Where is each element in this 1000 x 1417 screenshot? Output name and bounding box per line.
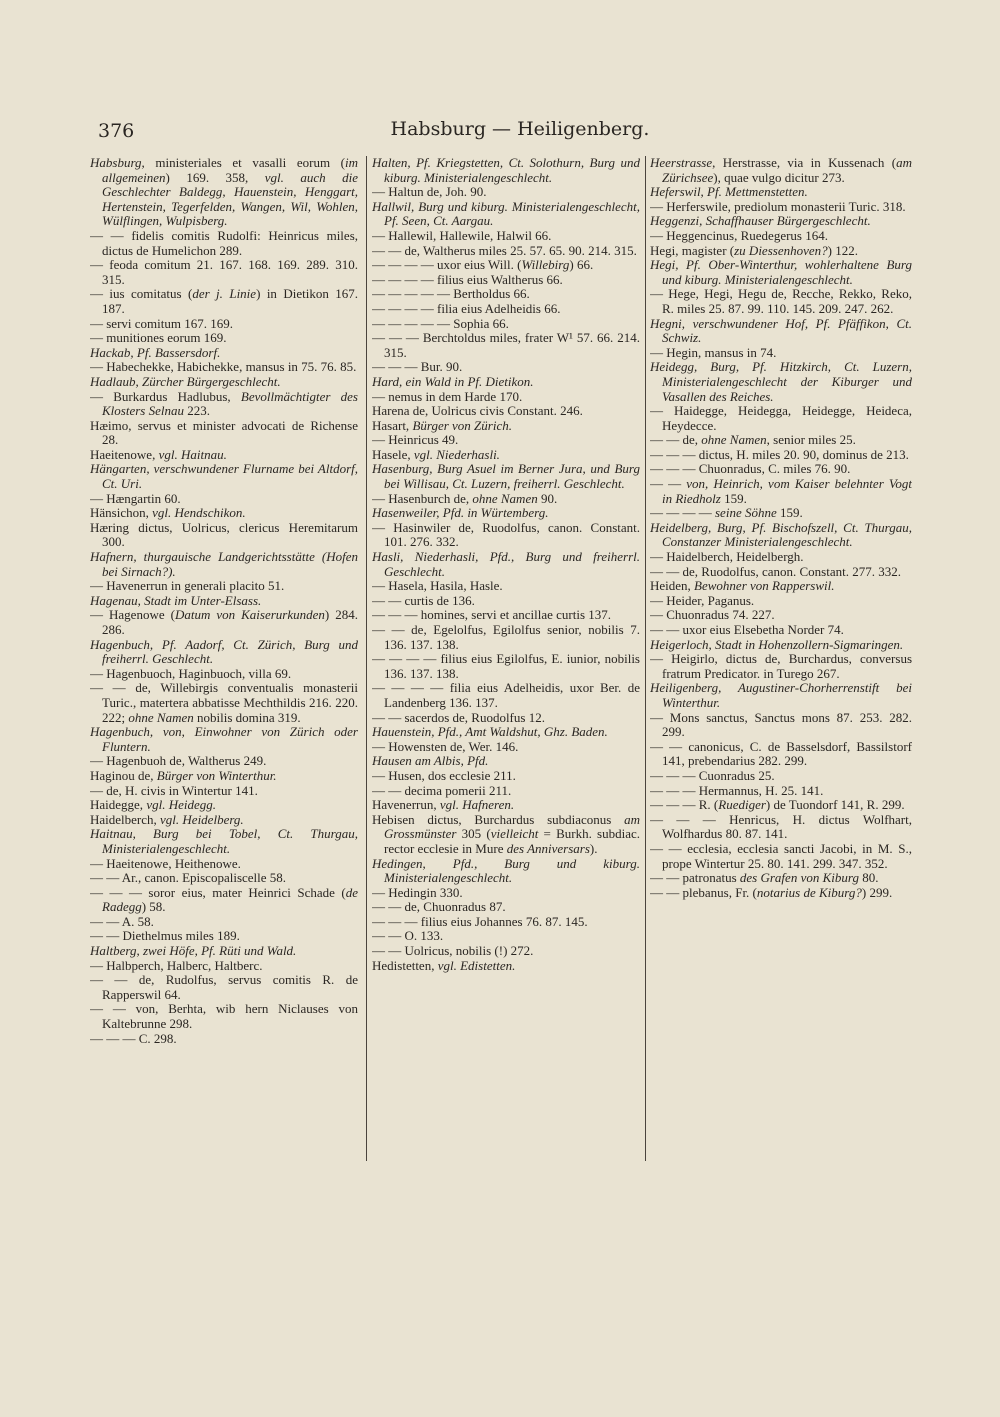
entry-text: — — — — filius eius Waltherus 66.: [372, 271, 563, 287]
entry-text: — — sacerdos de, Ruodolfus 12.: [372, 709, 545, 725]
entry-text: ) de Tuondorf 141, R. 299.: [765, 797, 905, 813]
index-entry: [372, 900, 640, 915]
index-entry: [372, 857, 640, 886]
entry-text: — — canonicus, C. de Basselsdorf, Bassilstorf 141, prebendarius 282. 299.: [650, 738, 912, 769]
index-entry: [372, 594, 640, 609]
index-entry: [90, 754, 358, 769]
index-entry: [372, 769, 640, 784]
index-entry: [650, 462, 912, 477]
index-entry: [372, 652, 640, 681]
entry-text: — — — Bur. 90.: [372, 359, 463, 375]
entry-text: Hæring dictus, Uolricus, clericus Heremitarum 300.: [90, 519, 358, 550]
entry-text: vgl. Haitnau.: [158, 446, 227, 462]
entry-text: Hegni, verschwundener Hof, Pf. Pfäffikon, Ct. Schwiz.: [650, 315, 912, 346]
index-entry: [372, 608, 640, 623]
index-entry: [372, 200, 640, 229]
entry-text: — — — — filius eius Egilolfus, E. iunior, nobilis 136. 137. 138.: [372, 651, 640, 681]
page-number: 376: [98, 120, 135, 142]
entry-text: vgl. Heidegg.: [146, 797, 216, 813]
entry-text: 305 (: [456, 826, 491, 842]
index-entry: [650, 506, 912, 521]
index-entry: [650, 886, 912, 901]
entry-text: vgl. Heidelberg.: [160, 811, 244, 827]
entry-text: Heferswil, Pf. Mettmenstetten.: [650, 184, 808, 200]
entry-text: — — — —: [650, 505, 715, 521]
index-entry: [372, 331, 640, 360]
index-entry: [650, 258, 912, 287]
entry-text: — — de, Egelolfus, Egilolfus senior, nobilis 7. 136. 137. 138.: [372, 622, 640, 652]
index-entry: [372, 886, 640, 901]
entry-text: — Burkardus Hadlubus,: [90, 388, 241, 404]
index-entry: [90, 462, 358, 491]
entry-text: — Howensten de, Wer. 146.: [372, 738, 519, 754]
index-entry: [90, 317, 358, 332]
index-entry: [372, 419, 640, 434]
index-entry: [372, 915, 640, 930]
entry-text: Hasele,: [372, 446, 414, 462]
entry-text: — — — Cuonradus 25.: [650, 767, 775, 783]
entry-text: — — decima pomerii 211.: [372, 782, 512, 798]
entry-text: Haidelberch,: [90, 811, 161, 827]
index-entry: [372, 390, 640, 405]
entry-text: Ruediger: [718, 797, 766, 813]
column-divider: [366, 156, 367, 1161]
entry-text: Hegi, Pf. Ober-Winterthur, wohlerhaltene Burg und kiburg. Ministerialengeschlecht.: [650, 257, 912, 287]
entry-text: Hadlaub, Zürcher Bürgergeschlecht.: [90, 373, 281, 389]
entry-text: — nemus in dem Harde 170.: [372, 388, 523, 404]
entry-text: — Haltun de, Joh. 90.: [372, 184, 487, 200]
index-entry: [90, 506, 358, 521]
entry-text: Heerstrasse: [650, 156, 713, 170]
entry-text: zu Diessenhoven?: [734, 242, 828, 258]
index-entry: [650, 623, 912, 638]
entry-text: — Husen, dos ecclesie 211.: [372, 767, 516, 783]
entry-text: — Chuonradus 74. 227.: [650, 607, 775, 623]
index-entry: [650, 477, 912, 506]
index-entry: [90, 959, 358, 974]
entry-text: — Havenerrun in generali placito 51.: [90, 578, 285, 594]
index-entry: [650, 185, 912, 200]
index-entry: [90, 550, 358, 579]
entry-text: — — plebanus, Fr. (: [650, 884, 757, 900]
entry-text: — — de, Willebirgis conventualis monasterii Turic., matertera abbatisse Mechthildis 216. 220. 222;: [90, 680, 358, 725]
entry-text: 223.: [183, 403, 210, 419]
index-entry: [372, 244, 640, 259]
entry-text: — Hagenbuoh de, Waltherus 249.: [90, 753, 267, 769]
entry-text: Heigerloch, Stadt in Hohenzollern-Sigmaringen.: [650, 636, 904, 652]
entry-text: Haidegge,: [90, 797, 147, 813]
entry-text: = Burkh. subdiac. rector ecclesie in Mure: [384, 826, 640, 856]
index-entry: [372, 681, 640, 710]
running-head: Habsburg — Heiligenberg.: [390, 118, 650, 140]
entry-text: — — — filius eius Johannes 76. 87. 145.: [372, 913, 588, 929]
index-entry: [90, 857, 358, 872]
index-entry: [90, 579, 358, 594]
entry-text: — Heider, Paganus.: [650, 592, 755, 608]
entry-text: Haginou de,: [90, 767, 157, 783]
index-entry: [372, 156, 640, 185]
index-entry: [372, 448, 640, 463]
index-entry: [372, 317, 640, 332]
entry-text: — — — — filia eius Adelheidis 66.: [372, 300, 561, 316]
entry-text: — servi comitum 167. 169.: [90, 315, 233, 331]
entry-text: Heggenzi, Schaffhauser Bürgergeschlecht.: [650, 213, 871, 229]
index-entry: [372, 550, 640, 579]
entry-text: Heiligenberg, Augustiner-Chorherrenstift bei Winterthur.: [650, 680, 912, 710]
entry-text: Havenerrun,: [372, 797, 440, 813]
entry-text: im allgemeinen: [102, 156, 358, 185]
entry-text: Hängarten, verschwundener Flurname bei Altdorf, Ct. Uri.: [90, 461, 358, 492]
entry-text: vgl. Edistetten.: [437, 957, 516, 973]
index-entry: [90, 594, 358, 609]
entry-text: — — curtis de 136.: [372, 592, 475, 608]
entry-text: ) 284. 286.: [102, 607, 358, 637]
entry-text: — — von, Berhta, wib hern Niclauses von Kaltebrunne 298.: [90, 1001, 358, 1032]
entry-text: Hagenbuch, Pf. Aadorf, Ct. Zürich, Burg und freiherrl. Geschlecht.: [90, 636, 358, 667]
entry-text: — Haidegge, Heidegga, Heidegge, Heideca, Heydecce.: [650, 403, 912, 433]
index-entry: [650, 229, 912, 244]
entry-text: — Heinricus 49.: [372, 432, 459, 448]
index-entry: [90, 813, 358, 828]
entry-text: Haeitenowe,: [90, 446, 159, 462]
entry-text: — — — Berchtoldus miles, frater W¹ 57. 66. 214. 315.: [372, 330, 640, 360]
entry-text: — — uxor eius Elsebetha Norder 74.: [650, 622, 844, 637]
entry-text: Hasli, Niederhasli, Pfd., Burg und freiherrl. Geschlecht.: [372, 549, 640, 579]
index-entry: [90, 667, 358, 682]
entry-text: — Hagenowe (: [90, 607, 175, 623]
entry-text: vgl. Hendschikon.: [152, 505, 246, 521]
entry-text: — — — dictus, H. miles 20. 90, dominus de 213.: [650, 446, 909, 462]
index-entry: [90, 492, 358, 507]
entry-text: 159.: [720, 490, 747, 506]
entry-text: — — A. 58.: [90, 913, 154, 929]
index-entry: [372, 360, 640, 375]
index-entry: [372, 462, 640, 491]
index-entry: [90, 973, 358, 1002]
index-entry: [90, 608, 358, 637]
index-entry: [90, 360, 358, 375]
entry-text: — Heggencinus, Ruedegerus 164.: [650, 227, 828, 243]
entry-text: — Hegin, mansus in 74.: [650, 344, 777, 360]
index-entry: [650, 740, 912, 769]
index-entry: [90, 1032, 358, 1047]
index-column-3: [650, 156, 912, 1166]
entry-text: — Hængartin 60.: [90, 490, 181, 506]
index-entry: [650, 638, 912, 653]
index-entry: [372, 754, 640, 769]
index-entry: [90, 871, 358, 886]
index-entry: [372, 492, 640, 507]
entry-text: von, Heinrich, vom Kaiser belehnter Vogt in Riedholz: [662, 476, 912, 506]
index-entry: [90, 915, 358, 930]
entry-text: Harena de, Uolricus civis Constant. 246.: [372, 403, 583, 419]
entry-text: ), quae vulgo dicitur 273.: [713, 169, 845, 185]
entry-text: — Hedingin 330.: [372, 884, 463, 900]
index-entry: [372, 287, 640, 302]
entry-text: — — — — uxor eius Will. (: [372, 257, 522, 273]
index-entry: [90, 390, 358, 419]
entry-text: — — — — — Sophia 66.: [372, 315, 509, 331]
entry-text: ministeriales et vasalli eorum (: [144, 156, 345, 170]
entry-text: — — patronatus: [650, 870, 740, 886]
index-entry: [372, 521, 640, 550]
index-column-2: [372, 156, 640, 1166]
entry-text: seine Söhne: [715, 505, 777, 521]
entry-text: des Grafen von Kiburg: [739, 870, 859, 886]
index-entry: [90, 331, 358, 346]
entry-text: — — — — — Bertholdus 66.: [372, 286, 530, 302]
entry-text: — Hallewil, Hallewile, Halwil 66.: [372, 227, 552, 243]
entry-text: notarius de Kiburg?: [756, 884, 862, 900]
entry-text: Heidelberg, Burg, Pf. Bischofszell, Ct. Thurgau, Constanzer Ministerialengeschlecht.: [650, 519, 912, 550]
entry-text: — — — Henricus, H. dictus Wolfhart, Wolfhardus 80. 87. 141.: [650, 811, 912, 842]
index-entry: [372, 302, 640, 317]
index-entry: [650, 871, 912, 886]
entry-text: Hæimo, servus et minister advocati de Richense 28.: [90, 417, 358, 448]
entry-text: Hafnern, thurgauische Landgerichtsstätte (Hofen bei Sirnach?).: [90, 549, 358, 579]
index-entry: [650, 521, 912, 550]
index-entry: [372, 740, 640, 755]
entry-text: ) 66.: [569, 257, 594, 273]
index-entry: [372, 433, 640, 448]
index-entry: [90, 521, 358, 550]
entry-text: — —: [650, 476, 687, 492]
entry-text: am Zürichsee: [662, 156, 912, 185]
entry-text: des Anniversars: [506, 840, 590, 856]
index-entry: [650, 579, 912, 594]
entry-text: Willebirg: [521, 257, 570, 273]
entry-text: Hagenau, Stadt im Unter-Elsass.: [90, 592, 262, 608]
index-entry: [650, 346, 912, 361]
entry-text: — Mons sanctus, Sanctus mons 87. 253. 282. 299.: [650, 709, 912, 740]
index-entry: [90, 725, 358, 754]
entry-text: ohne Namen: [128, 709, 194, 725]
entry-text: der j. Linie: [192, 286, 257, 302]
entry-text: vgl. auch die Geschlechter Baldegg, Hauenstein, Henggart, Hertenstein, Tegerfelden, Wangen, Wil, Wohlen, Wülflingen, Wulpisberg.: [102, 169, 358, 229]
entry-text: vgl. Hafneren.: [439, 797, 515, 813]
index-columns: [90, 156, 910, 1216]
column-divider: [645, 156, 646, 1161]
entry-text: vgl. Niederhasli.: [413, 446, 500, 462]
index-entry: [372, 725, 640, 740]
entry-text: Hauenstein, Pfd., Amt Waldshut, Ghz. Baden.: [372, 724, 608, 740]
entry-text: — — — homines, servi et ancillae curtis 137.: [372, 607, 612, 623]
index-entry: [650, 565, 912, 580]
index-entry: [372, 404, 640, 419]
entry-text: Bevollmächtigter des Klosters Selnau: [102, 388, 358, 419]
entry-text: — Halbperch, Halberc, Haltberc.: [90, 957, 263, 973]
entry-text: ) 299.: [861, 884, 893, 900]
index-entry: [650, 594, 912, 609]
entry-text: — — — Chuonradus, C. miles 76. 90.: [650, 461, 851, 477]
entry-text: — — Uolricus, nobilis (!) 272.: [372, 943, 534, 959]
index-entry: [90, 827, 358, 856]
index-entry: [90, 886, 358, 915]
entry-text: — — — — filia eius Adelheidis, uxor Ber. de Landenberg 136. 137.: [372, 680, 640, 710]
entry-text: Hausen am Albis, Pfd.: [372, 753, 489, 769]
entry-text: , senior miles 25.: [766, 432, 856, 448]
entry-text: am Grossmünster: [384, 811, 640, 842]
entry-text: Hänsichon,: [90, 505, 153, 521]
index-entry: [650, 214, 912, 229]
entry-text: Hedistetten,: [372, 957, 438, 973]
entry-text: 159.: [776, 505, 803, 521]
entry-text: Bürger von Zürich.: [412, 417, 512, 433]
index-entry: [372, 944, 640, 959]
entry-text: — — — soror eius, mater Heinrici Schade (: [90, 884, 346, 900]
entry-text: — Hagenbuoch, Haginbuoch, villa 69.: [90, 665, 292, 681]
entry-text: — — O. 133.: [372, 928, 444, 944]
entry-text: Hebisen dictus, Burchardus subdiaconus: [372, 811, 625, 827]
entry-text: Hagenbuch, von, Einwohner von Zürich oder Fluntern.: [90, 724, 358, 754]
entry-text: — Haidelberch, Heidelbergh.: [650, 549, 804, 565]
index-entry: [90, 419, 358, 448]
index-entry: [90, 448, 358, 463]
entry-text: ).: [589, 840, 598, 856]
index-entry: [90, 798, 358, 813]
entry-text: Hasart,: [372, 417, 413, 433]
index-entry: [372, 273, 640, 288]
index-entry: [650, 652, 912, 681]
index-entry: [650, 200, 912, 215]
entry-text: — Hege, Hegi, Hegu de, Recche, Rekko, Reko, R. miles 25. 87. 99. 110. 145. 209. 247. 262.: [650, 286, 912, 316]
entry-text: — Hasenburch de,: [372, 490, 473, 506]
index-entry: [650, 433, 912, 448]
entry-text: Bürger von Winterthur.: [156, 767, 277, 783]
index-entry: [650, 156, 912, 185]
entry-text: — — de, Waltherus miles 25. 57. 65. 90. 214. 315.: [372, 242, 637, 258]
entry-text: Hackab, Pf. Bassersdorf.: [90, 344, 221, 360]
index-entry: [90, 1002, 358, 1031]
index-entry: [372, 623, 640, 652]
entry-text: — Haeitenowe, Heithenowe.: [90, 855, 241, 871]
index-entry: [650, 404, 912, 433]
index-entry: [90, 944, 358, 959]
entry-text: — Herferswile, prediolum monasterii Turic. 318.: [650, 198, 906, 214]
entry-text: Hasenweiler, Pfd. in Würtemberg.: [372, 505, 549, 521]
index-entry: [650, 287, 912, 316]
index-entry: [90, 258, 358, 287]
index-entry: [372, 258, 640, 273]
entry-text: Hallwil, Burg und kiburg. Ministerialengeschlecht, Pf. Seen, Ct. Aargau.: [372, 198, 640, 229]
index-entry: [650, 550, 912, 565]
entry-text: Hard, ein Wald in Pf. Dietikon.: [372, 373, 534, 389]
index-entry: [372, 784, 640, 799]
entry-text: , Herstrasse, via in Kussenach (: [712, 156, 897, 170]
index-entry: [650, 769, 912, 784]
entry-text: Heidegg, Burg, Pf. Hitzkirch, Ct. Luzern, Ministerialengeschlecht der Kiburger und Vasallen des Reiches.: [650, 359, 912, 404]
entry-text: — Heigirlo, dictus de, Burchardus, conversus fratrum Predicator. in Turego 267.: [650, 651, 912, 681]
entry-text: — — de, Ruodolfus, canon. Constant. 277. 332.: [650, 563, 901, 579]
entry-text: — feoda comitum 21. 167. 168. 169. 289. 310. 315.: [90, 257, 358, 287]
index-entry: [650, 244, 912, 259]
entry-text: Hedingen, Pfd., Burg und kiburg. Ministerialengeschlecht.: [372, 855, 640, 886]
entry-text: Haitnau, Burg bei Tobel, Ct. Thurgau, Ministerialengeschlecht.: [90, 826, 358, 856]
index-entry: [90, 638, 358, 667]
entry-text: — Hasela, Hasila, Hasle.: [372, 578, 503, 594]
index-entry: [90, 681, 358, 725]
entry-text: ) 58.: [141, 899, 166, 915]
index-entry: [372, 185, 640, 200]
entry-text: Habsburg,: [90, 156, 145, 170]
index-entry: [90, 784, 358, 799]
entry-text: — Hasinwiler de, Ruodolfus, canon. Constant. 101. 276. 332.: [372, 519, 640, 550]
entry-text: — — — Hermannus, H. 25. 141.: [650, 782, 824, 798]
index-entry: [372, 229, 640, 244]
entry-text: — — — C. 298.: [90, 1030, 177, 1046]
index-entry: [650, 360, 912, 404]
index-entry: [90, 346, 358, 361]
index-entry: [90, 229, 358, 258]
entry-text: — Habechekke, Habichekke, mansus in 75. 76. 85.: [90, 359, 357, 375]
entry-text: Datum von Kaiserurkunden: [174, 607, 325, 623]
index-entry: [650, 842, 912, 871]
entry-text: ohne Namen: [472, 490, 538, 506]
entry-text: — — de, Rudolfus, servus comitis R. de Rapperswil 64.: [90, 972, 358, 1002]
index-entry: [650, 448, 912, 463]
entry-text: vielleicht: [490, 826, 539, 842]
index-entry: [650, 681, 912, 710]
index-entry: [372, 506, 640, 521]
index-entry: [650, 711, 912, 740]
index-entry: [372, 929, 640, 944]
index-entry: [90, 287, 358, 316]
entry-text: de Radegg: [102, 884, 358, 915]
index-entry: [372, 711, 640, 726]
entry-text: 80.: [858, 870, 879, 886]
index-entry: [650, 798, 912, 813]
index-entry: [650, 784, 912, 799]
index-entry: [90, 929, 358, 944]
entry-text: Hegi, magister (: [650, 242, 735, 258]
entry-text: ) 122.: [827, 242, 858, 258]
entry-text: — — — R. (: [650, 797, 719, 813]
entry-text: — — de,: [650, 432, 702, 448]
entry-text: — — Diethelmus miles 189.: [90, 928, 240, 944]
index-entry: [90, 375, 358, 390]
index-entry: [650, 813, 912, 842]
entry-text: — munitiones eorum 169.: [90, 330, 227, 346]
entry-text: — de, H. civis in Wintertur 141.: [90, 782, 258, 798]
entry-text: Hasenburg, Burg Asuel im Berner Jura, und Burg bei Willisau, Ct. Luzern, freiherrl. Geschlecht.: [372, 461, 640, 492]
index-entry: [372, 959, 640, 974]
index-entry: [90, 769, 358, 784]
entry-text: ) 169. 358,: [165, 169, 265, 185]
entry-text: — ius comitatus (: [90, 286, 193, 302]
index-entry: [372, 813, 640, 857]
entry-text: Haltberg, zwei Höfe, Pf. Rüti und Wald.: [90, 943, 297, 959]
entry-text: ohne Namen: [701, 432, 767, 448]
entry-text: ) in Dietikon 167. 187.: [102, 286, 358, 316]
index-entry: [650, 608, 912, 623]
entry-text: — — ecclesia, ecclesia sancti Jacobi, in M. S., prope Wintertur 25. 80. 141. 299. 347. 352.: [650, 840, 912, 871]
index-entry: [650, 317, 912, 346]
index-entry: [372, 579, 640, 594]
entry-text: — — Ar., canon. Episcopaliscelle 58.: [90, 870, 287, 886]
entry-text: nobilis domina 319.: [193, 709, 301, 725]
entry-text: — — de, Chuonradus 87.: [372, 899, 506, 915]
entry-text: 90.: [537, 490, 558, 506]
index-entry: [90, 156, 358, 229]
index-entry: [372, 375, 640, 390]
entry-text: Bewohner von Rapperswil.: [694, 578, 835, 594]
index-column-1: [90, 156, 358, 1166]
entry-text: Halten, Pf. Kriegstetten, Ct. Solothurn, Burg und kiburg. Ministerialengeschlecht.: [372, 156, 640, 185]
entry-text: Heiden,: [650, 578, 695, 594]
index-entry: [372, 798, 640, 813]
entry-text: — — fidelis comitis Rudolfi: Heinricus miles, dictus de Humelichon 289.: [90, 227, 358, 258]
